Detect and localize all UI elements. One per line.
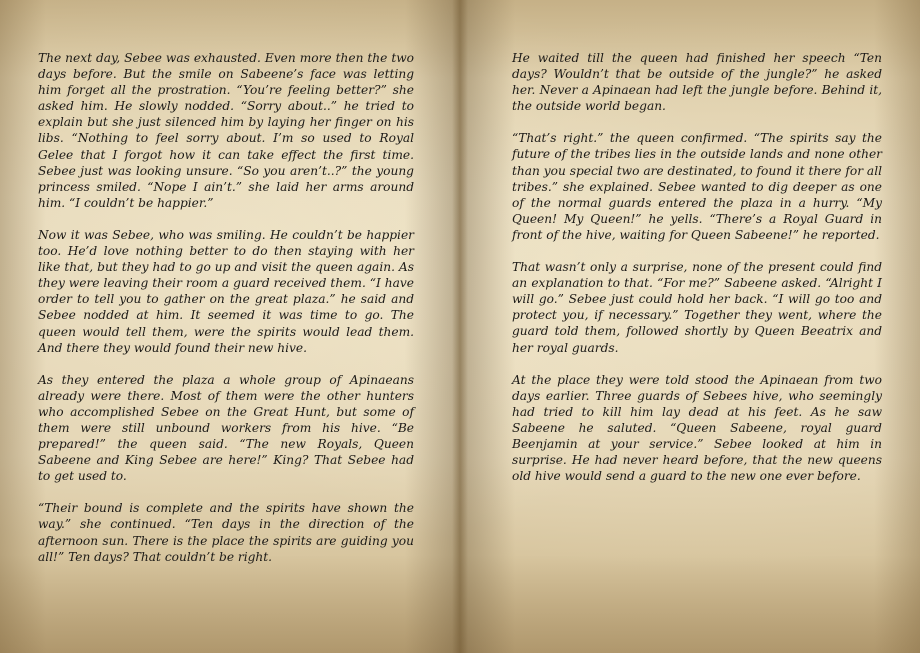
right-page	[460, 0, 920, 653]
right-page-text	[512, 50, 882, 500]
paragraph: He waited till the queen had finished her speech “Ten days? Wouldn’t that be outside of the jungle?” he asked her. Never a Apinaean had left the jungle before. Behind it, the outside world began.	[512, 51, 882, 114]
paragraph: That wasn’t only a surprise, none of the present could find an explanation to that. “For me?” Sabeene asked. “Alright I will go.” Sebee just could hold her back. “I will go too and protect you, if necessary.” Together they went, where the guard told them, followed shortly by Queen Beeatrix and her royal guards.	[512, 260, 882, 355]
paragraph: At the place they were told stood the Apinaean from two days earlier. Three guards of Sebees hive, who seemingly had tried to kill him lay dead at his feet. As he saw Sabeene he saluted. “Queen Sabeene, royal guard Beenjamin at your service.” Sebee looked at him in surprise. He had never heard before, that the new queens old hive would send a guard to the new one ever before.	[512, 372, 882, 484]
paragraph: As they entered the plaza a whole group of Apinaeans already were there. Most of them were the other hunters who accomplished Sebee on the Great Hunt, but some of them were still unbound workers from his hive. “Be prepared!” the queen said. “The new Royals, Queen Sabeene and King Sebee are here!” King? That Sebee had to get used to.	[38, 372, 414, 484]
page-gutter	[452, 0, 468, 653]
paragraph: Now it was Sebee, who was smiling. He couldn’t be happier too. He’d love nothing better to do then staying with her like that, but they had to go up and visit the queen again. As they were leaving their room a guard received them. “I have order to tell you to gather on the great plaza.” he said and Sebee nodded at him. It seemed it was time to go. The queen would tell them, were the spirits would lead them. And there they would found their new hive.	[38, 227, 414, 355]
paragraph: “That’s right.” the queen confirmed. “The spirits say the future of the tribes lies in the outside lands and none other than you special two are destinated, to found it there for all tribes.” she explained. Sebee wanted to dig deeper as one of the normal guards entered the plaza in a hurry. “My Queen! My Queen!” he yells. “There’s a Royal Guard in front of the hive, waiting for Queen Sabeene!” he reported.	[512, 131, 882, 242]
paragraph: The next day, Sebee was exhausted. Even more then the two days before. But the smile on Sabeene’s face was letting him forget all the prostration. “You’re feeling better?” she asked him. He slowly nodded. “Sorry about..” he tried to explain but she just silenced him by laying her finger on his libs. “Nothing to feel sorry about. I’m so used to Royal Gelee that I forgot how it can take effect the first time. Sebee just was looking unsure. “So you aren’t..?” the young princess smiled. “Nope I ain’t.” she laid her arms around him. “I couldn’t be happier.”	[38, 51, 414, 210]
paragraph: “Their bound is complete and the spirits have shown the way.” she continued. “Ten days in the direction of the afternoon sun. There is the place the spirits are guiding you all!” Ten days? That couldn’t be right.	[38, 501, 414, 564]
left-page-text	[38, 50, 414, 581]
